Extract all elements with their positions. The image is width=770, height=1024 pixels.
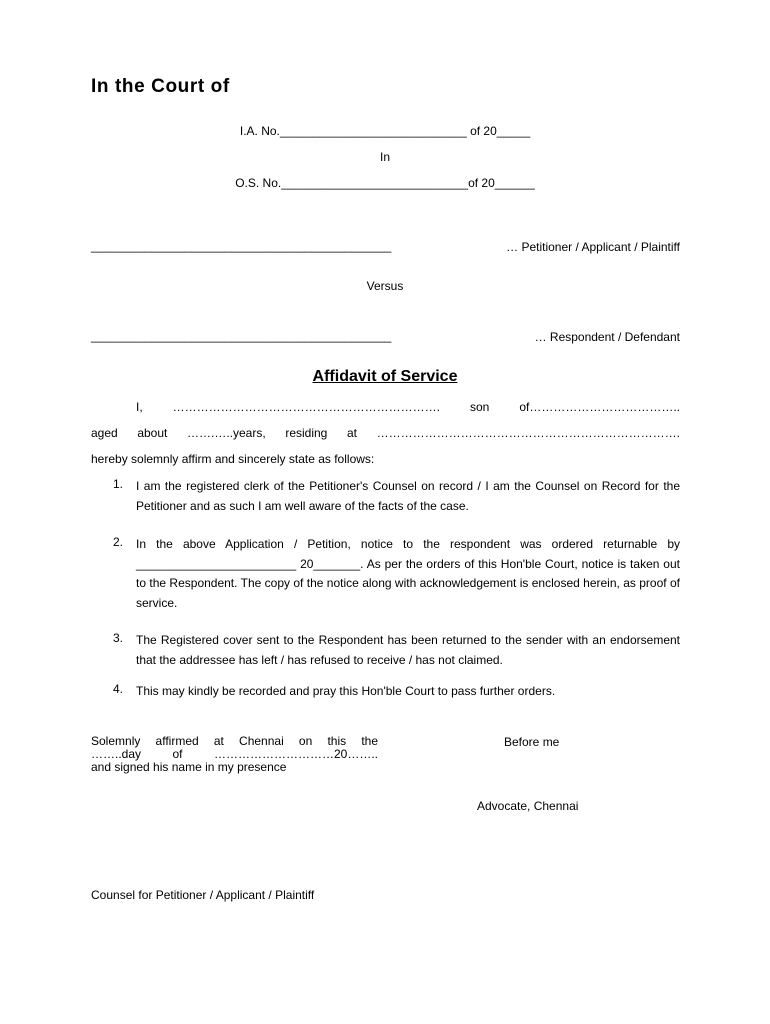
petitioner-name-blank: _____________________________________________ xyxy=(91,239,392,253)
deponent-address-text: aged about …….…..years, residing at …………………………………………………………………. xyxy=(91,426,680,440)
advocate-signature: Advocate, Chennai xyxy=(477,799,579,813)
deponent-address-line xyxy=(91,426,680,440)
affirmation-intro: hereby solemnly affirm and sincerely state as follows: xyxy=(91,452,375,466)
counsel-signature: Counsel for Petitioner / Applicant / Plaintiff xyxy=(91,888,315,902)
in-text: In xyxy=(379,150,390,164)
item-text: The Registered cover sent to the Respondent has been returned to the sender with an endorsement that the addressee has left / has refused to receive / has not claimed. xyxy=(136,633,680,667)
court-title: In the Court of xyxy=(91,76,230,97)
petitioner-role: … Petitioner / Applicant / Plaintiff xyxy=(506,240,680,254)
item-number: 3. xyxy=(113,631,124,645)
respondent-role: … Respondent / Defendant xyxy=(534,330,680,344)
os-number-line: O.S. No.____________________________of 20______ xyxy=(235,176,535,190)
item-text: In the above Application / Petition, notice to the respondent was ordered returnable by ________________________ 20_______. As per the orders of this Hon'ble Court, notice is taken out to the Respondent. The copy of the notice along with acknowledgement is enclosed herein, as proof of service. xyxy=(136,537,680,610)
item-number: 4. xyxy=(113,682,124,696)
ia-number-line: I.A. No.____________________________ of 20_____ xyxy=(239,124,531,138)
affirm-line-3: and signed his name in my presence xyxy=(91,760,287,774)
solemn-affirmation xyxy=(91,735,378,774)
item-number: 2. xyxy=(113,535,124,549)
item-number: 1. xyxy=(113,477,124,491)
item-text: I am the registered clerk of the Petitioner's Counsel on record / I am the Counsel on Record for the Petitioner and as such I am well aware of the facts of the case. xyxy=(136,479,680,513)
item-text: This may kindly be recorded and pray this Hon'ble Court to pass further orders. xyxy=(136,684,556,698)
versus-text: Versus xyxy=(366,279,404,293)
affidavit-heading: Affidavit of Service xyxy=(312,368,458,385)
before-me-text: Before me xyxy=(504,735,560,749)
affirm-line-2: ……..day of …………………………20…….. xyxy=(91,747,378,761)
deponent-name-line xyxy=(136,400,680,414)
affirm-line-1: Solemnly affirmed at Chennai on this the xyxy=(91,734,378,748)
respondent-name-blank: _____________________________________________ xyxy=(91,329,392,343)
deponent-name-text: I, …………………………………………………………. son of……………………………….. xyxy=(136,400,680,414)
